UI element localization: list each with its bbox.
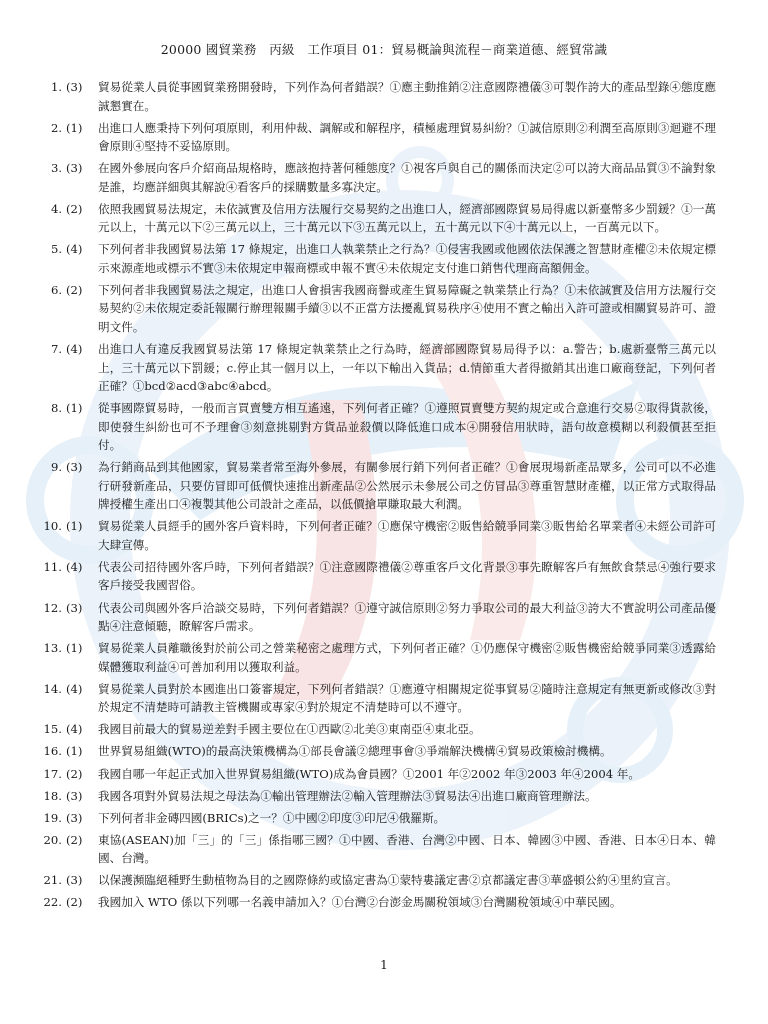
question-item	[36, 599, 716, 636]
question-text: 為行銷商品到其他國家，貿易業者常至海外參展，有關參展行銷下列何者正確？①會展現場新產品眾多，公司可以不必進行研發新產品，只要仿冒即可低價快速推出新產品②公然展示未參展公司之仿冒品③尊重智慧財產權，以正常方式取得品牌授權生產出口④複製其他公司設計之產品，以低價搶單賺取最大利潤。	[98, 460, 716, 512]
question-number-block	[36, 240, 98, 277]
question-number: 11.	[43, 559, 62, 574]
question-number: 13.	[43, 641, 62, 656]
question-item	[36, 200, 716, 237]
answer-key: (2)	[66, 766, 83, 781]
question-text: 貿易從業人員對於本國進出口簽審規定，下列何者錯誤？①應遵守相關規定從事貿易②隨時注意規定有無更新或修改③對於規定不清楚時可請教主管機關或專家④對於規定不清楚時可以不遵守。	[98, 681, 716, 715]
page-number: 1	[380, 958, 388, 972]
question-number: 7.	[50, 342, 62, 357]
question-text: 東協(ASEAN)加「三」的「三」係指哪三國？①中國、香港、台灣②中國、日本、韓國③中國、香港、日本④日本、韓國、台灣。	[98, 832, 716, 866]
question-number: 16.	[43, 744, 62, 759]
question-number: 12.	[43, 600, 62, 615]
question-number-block	[36, 399, 98, 455]
question-item	[36, 558, 716, 595]
question-text: 從事國際貿易時，一般而言買賣雙方相互遙遠，下列何者正確？①遵照買賣雙方契約規定或合意進行交易②取得貨款後，即使發生糾紛也可不予理會③刻意挑剔對方貨品並殺價以降低進口成本④開發信用狀時，語句故意模糊以利殺價甚至拒付。	[98, 401, 716, 453]
question-text: 世界貿易組織(WTO)的最高決策機構為①部長會議②總理事會③爭端解決機構④貿易政策檢討機構。	[98, 744, 612, 759]
question-number-block	[36, 639, 98, 676]
answer-key: (2)	[66, 201, 83, 216]
question-item	[36, 680, 716, 717]
question-item	[36, 742, 716, 761]
question-item	[36, 831, 716, 868]
answer-key: (2)	[66, 282, 83, 297]
question-number: 21.	[43, 873, 62, 888]
question-text: 貿易從業人員從事國貿業務開發時，下列作為何者錯誤？①應主動推銷②注意國際禮儀③可製作誇大的產品型錄④態度應誠懇實在。	[98, 80, 716, 113]
answer-key: (3)	[66, 810, 83, 825]
answer-key: (3)	[66, 161, 83, 176]
question-item	[36, 119, 716, 156]
question-number-block	[36, 599, 98, 636]
question-number-block	[36, 871, 98, 890]
answer-key: (3)	[66, 460, 83, 475]
question-item	[36, 159, 716, 196]
question-number: 3.	[50, 161, 62, 176]
answer-key: (1)	[66, 744, 83, 759]
answer-key: (4)	[66, 242, 83, 257]
question-number-block	[36, 558, 98, 595]
question-item	[36, 281, 716, 337]
question-number-block	[36, 119, 98, 156]
question-number: 4.	[50, 201, 62, 216]
question-item	[36, 340, 716, 396]
answer-key: (4)	[66, 681, 83, 696]
question-number: 18.	[43, 788, 62, 803]
question-item	[36, 765, 716, 784]
question-number-block	[36, 831, 98, 868]
question-number: 20.	[43, 832, 62, 847]
answer-key: (4)	[66, 342, 83, 357]
question-number-block	[36, 893, 98, 912]
question-text: 貿易從業人員經手的國外客戶資料時，下列何者正確？①應保守機密②販售給競爭同業③販售給名單業者④未經公司許可大肆宣傳。	[98, 519, 716, 552]
question-number-block	[36, 787, 98, 806]
question-text: 依照我國貿易法規定，未依誠實及信用方法履行交易契約之出進口人，經濟部國際貿易局得處以新臺幣多少罰鍰？①一萬元以上，十萬元以下②三萬元以上，三十萬元以下③五萬元以上，五十萬元以下④十萬元以上，一百萬元以下。	[98, 201, 716, 235]
question-number: 6.	[50, 282, 62, 297]
question-number-block	[36, 680, 98, 717]
page-title: 20000 國貿業務 丙級 工作項目 01：貿易概論與流程－商業道德、經貿常識	[160, 42, 608, 57]
question-item	[36, 893, 716, 912]
question-number: 9.	[50, 460, 62, 475]
question-item	[36, 78, 716, 115]
answer-key: (2)	[66, 895, 83, 910]
question-number-block	[36, 765, 98, 784]
question-item	[36, 639, 716, 676]
answer-key: (1)	[66, 641, 83, 656]
question-number: 19.	[43, 810, 62, 825]
question-text: 下列何者非金磚四國(BRICs)之一？①中國②印度③印尼④俄羅斯。	[98, 810, 446, 825]
question-text: 代表公司招待國外客戶時，下列何者錯誤？①注意國際禮儀②尊重客戶文化背景③事先瞭解客戶有無飲食禁忌④強行要求客戶接受我國習俗。	[98, 559, 716, 593]
question-number: 5.	[50, 242, 62, 257]
question-item	[36, 720, 716, 739]
question-text: 下列何者非我國貿易法之規定，出進口人會損害我國商譽或產生貿易障礙之執業禁止行為？①未依誠實及信用方法履行交易契約②未依規定委託報關行辦理報關手續③以不正當方法擾亂貿易秩序④使用不實之輸出入許可證或相關貿易許可、證明文件。	[98, 282, 716, 334]
question-item	[36, 809, 716, 828]
question-item	[36, 458, 716, 514]
question-list	[36, 78, 716, 916]
question-number-block	[36, 517, 98, 554]
answer-key: (1)	[66, 519, 83, 534]
question-number-block	[36, 281, 98, 337]
question-number-block	[36, 720, 98, 739]
question-number: 17.	[43, 766, 62, 781]
question-text: 以保護瀕臨絕種野生動植物為目的之國際條約或協定書為①蒙特婁議定書②京都議定書③華盛頓公約④里約宣言。	[98, 873, 678, 888]
question-text: 下列何者非我國貿易法第 17 條規定，出進口人執業禁止之行為？①侵害我國或他國依法保護之智慧財產權②未依規定標示來源產地或標示不實③未依規定申報商標或申報不實④未依規定支付進口銷售代理商高額佣金。	[98, 242, 716, 275]
question-number: 14.	[43, 681, 62, 696]
question-number: 10.	[43, 519, 62, 534]
question-number: 1.	[50, 80, 62, 94]
answer-key: (3)	[66, 80, 83, 94]
question-number: 22.	[43, 895, 62, 910]
answer-key: (3)	[66, 873, 83, 888]
answer-key: (1)	[66, 120, 83, 135]
question-number-block	[36, 809, 98, 828]
question-text: 在國外參展向客戶介紹商品規格時，應該抱持著何種態度？①視客戶與自己的關係而決定②可以誇大商品品質③不論對象是誰，均應詳細與其解說④看客戶的採購數量多寡決定。	[98, 161, 716, 194]
answer-key: (3)	[66, 788, 83, 803]
question-text: 出進口人應秉持下列何項原則，利用仲裁、調解或和解程序，積極處理貿易糾紛？①誠信原則②利潤至高原則③迴避不理會原則④堅持不妥協原則。	[98, 120, 716, 154]
answer-key: (3)	[66, 600, 83, 615]
question-number-block	[36, 458, 98, 514]
question-text: 我國加入 WTO 係以下列哪一名義申請加入？①台灣②台澎金馬關稅領域③台灣關稅領域④中華民國。	[98, 895, 622, 910]
question-text: 出進口人有違反我國貿易法第 17 條規定執業禁止之行為時，經濟部國際貿易局得予以：a.警告；b.處新臺幣三萬元以上，三十萬元以下罰鍰；c.停止其一個月以上，一年以下輸出入貨品；d.情節重大者得撤銷其出進口廠商登記，下列何者正確？①bcd②acd③abc④abcd。	[98, 342, 716, 394]
question-item	[36, 240, 716, 277]
answer-key: (4)	[66, 722, 83, 737]
question-text: 我國各項對外貿易法規之母法為①輸出管理辦法②輸入管理辦法③貿易法④出進口廠商管理辦法。	[98, 788, 597, 803]
question-number-block	[36, 200, 98, 237]
question-text: 我國目前最大的貿易逆差對手國主要位在①西歐②北美③東南亞④東北亞。	[98, 722, 481, 737]
question-item	[36, 871, 716, 890]
answer-key: (4)	[66, 559, 83, 574]
question-item	[36, 399, 716, 455]
question-number: 15.	[43, 722, 62, 737]
question-text: 代表公司與國外客戶洽談交易時，下列何者錯誤？①遵守誠信原則②努力爭取公司的最大利益③誇大不實說明公司產品優點④注意傾聽，瞭解客戶需求。	[98, 600, 716, 634]
question-text: 我國自哪一年起正式加入世界貿易組織(WTO)成為會員國？①2001 年②2002 年③2003 年④2004 年。	[98, 766, 640, 781]
question-text: 貿易從業人員離職後對於前公司之營業秘密之處理方式，下列何者正確？①仍應保守機密②販售機密給競爭同業③透露給媒體獲取利益④可善加利用以獲取利益。	[98, 641, 716, 674]
question-item	[36, 787, 716, 806]
answer-key: (1)	[66, 401, 83, 416]
question-number-block	[36, 340, 98, 396]
question-number: 8.	[50, 401, 62, 416]
answer-key: (2)	[66, 832, 83, 847]
question-number: 2.	[50, 120, 62, 135]
question-number-block	[36, 159, 98, 196]
question-item	[36, 517, 716, 554]
question-number-block	[36, 742, 98, 761]
question-number-block	[36, 78, 98, 115]
